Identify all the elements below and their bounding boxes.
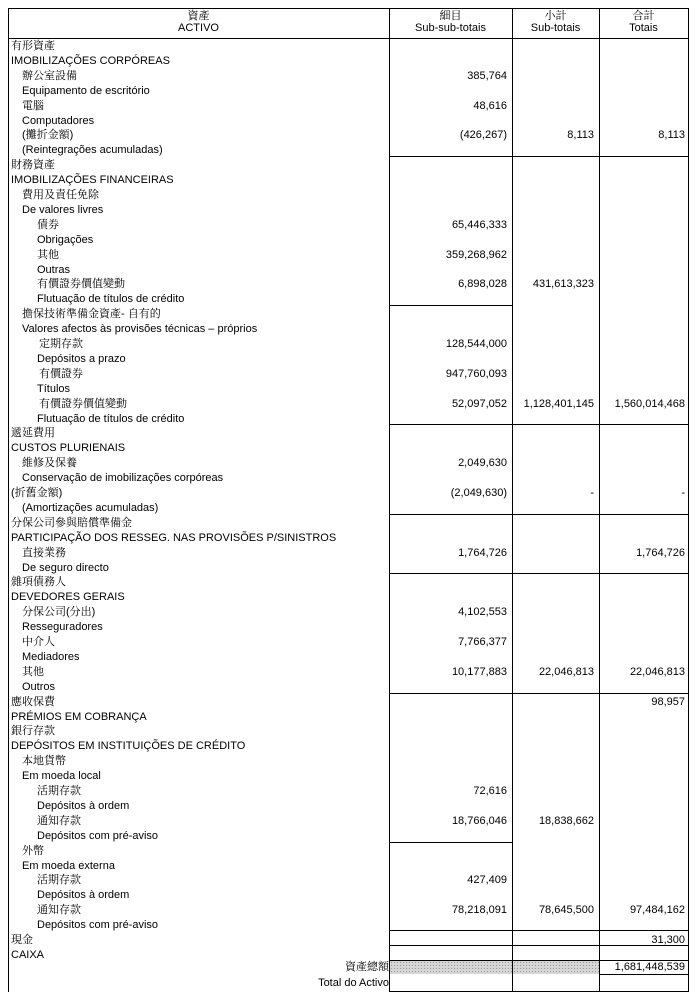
table-row [8, 173, 689, 188]
row-label: CUSTOS PLURIENAIS [11, 442, 126, 455]
row-label: 電腦 [22, 99, 44, 112]
header-subsub-zh: 細目 [439, 10, 462, 22]
row-label: Obrigações [37, 233, 94, 246]
row-label: PRÉMIOS EM COBRANÇA [11, 710, 147, 723]
table-row [8, 352, 689, 367]
subsub-value: 52,097,052 [451, 397, 507, 410]
header-total-pt: Totais [629, 22, 658, 34]
subsub-value: 6,898,028 [458, 278, 507, 291]
table-row [8, 590, 689, 605]
row-label: 活期存款 [37, 874, 81, 887]
row-label: 辦公室設備 [22, 69, 77, 82]
row-label: Depósitos com pré-aviso [37, 919, 159, 932]
table-row [8, 84, 689, 99]
row-label: 有價證券價值變動 [37, 278, 125, 291]
table-row [8, 665, 689, 680]
header-subsub-pt: Sub-sub-totais [415, 22, 486, 34]
header-sub-pt: Sub-totais [530, 22, 581, 34]
row-label: 銀行存款 [11, 725, 55, 738]
table-row [8, 39, 689, 54]
row-label: 分保公司參與賠償準備金 [11, 516, 132, 529]
total-row [8, 960, 689, 975]
subsub-value: 947,760,093 [445, 367, 507, 380]
table-row [8, 799, 689, 814]
subsub-value: (2,049,630) [450, 487, 507, 499]
table-row [8, 575, 689, 590]
table-row [8, 69, 689, 84]
table-row [8, 724, 689, 739]
row-label: 其他 [37, 248, 59, 261]
table-row [8, 844, 689, 859]
total-value: 8,113 [658, 129, 685, 142]
row-label: 雜項債務人 [11, 576, 66, 589]
table-row [8, 814, 689, 829]
row-label: 通知存款 [37, 814, 81, 827]
subsub-value: 128,544,000 [445, 338, 507, 350]
row-label: Depósitos à ordem [37, 799, 130, 812]
table-row [8, 605, 689, 620]
table-row [8, 456, 689, 471]
table-row [8, 561, 689, 576]
subtotal-value: 1,128,401,145 [523, 397, 594, 410]
table-row [8, 367, 689, 382]
total-value: 97,484,162 [629, 904, 685, 917]
row-label: Mediadores [22, 650, 80, 663]
row-label: Equipamento de escritório [22, 84, 150, 97]
row-label: IMOBILIZAÇÕES FINANCEIRAS [11, 174, 174, 187]
table-row [8, 739, 689, 754]
table-row [8, 933, 689, 948]
header-subsub [389, 10, 512, 34]
row-label: 有形資產 [11, 40, 55, 52]
row-label: Títulos [37, 382, 71, 395]
table-row [8, 635, 689, 650]
table-row [8, 680, 689, 695]
balance-sheet-table [8, 8, 689, 992]
subtotal-value: - [590, 487, 594, 499]
row-label: 活期存款 [37, 785, 81, 797]
row-label: Outros [22, 680, 56, 693]
subsub-value: 48,616 [473, 99, 507, 112]
subsub-value: 1,764,726 [458, 546, 507, 559]
subsub-value: 78,218,091 [451, 904, 507, 917]
row-label: 費用及責任免除 [22, 189, 99, 201]
row-label: 外幣 [22, 844, 44, 857]
subsub-value: 18,766,046 [451, 814, 507, 827]
row-label: (Reintegrações acumuladas) [22, 144, 163, 157]
table-row [8, 114, 689, 129]
header-total [599, 10, 688, 34]
table-row [8, 99, 689, 114]
table-row [8, 620, 689, 635]
total-value: 1,764,726 [636, 546, 685, 559]
row-label: Computadores [22, 114, 95, 127]
row-label: Conservação de imobilizações corpóreas [22, 472, 224, 485]
row-label: CAIXA [11, 948, 45, 961]
row-label: Em moeda local [22, 770, 101, 783]
row-label: 應收保費 [11, 695, 55, 708]
table-row [8, 128, 689, 143]
row-label: Depósitos com pré-aviso [37, 829, 159, 842]
table-row [8, 382, 689, 397]
table-row [8, 322, 689, 337]
table-row [8, 769, 689, 784]
row-label: 分保公司(分出) [22, 606, 96, 619]
total-value: 1,560,014,468 [614, 397, 685, 410]
subsub-value: (426,267) [459, 129, 507, 142]
row-label: Valores afectos às provisões técnicas – próprios [22, 323, 258, 336]
table-row [8, 546, 689, 561]
subtotal-value: 22,046,813 [538, 665, 594, 678]
row-label: Flutuação de títulos de crédito [37, 293, 185, 306]
table-row [8, 426, 689, 441]
table-row [8, 143, 689, 158]
row-label: De seguro directo [22, 561, 109, 574]
subsub-value: 385,764 [467, 69, 507, 82]
row-label: (折舊金額) [11, 487, 63, 499]
table-row [8, 441, 689, 456]
header-sub-zh: 小計 [544, 10, 567, 22]
row-label: (攤折金額) [22, 129, 74, 142]
total-value: - [681, 487, 685, 499]
subsub-value: 65,446,333 [451, 218, 507, 231]
header-total-zh: 合計 [632, 10, 655, 22]
total-value: 22,046,813 [629, 665, 685, 678]
subtotal-value: 431,613,323 [532, 278, 594, 291]
table-row [8, 218, 689, 233]
table-row [8, 888, 689, 903]
table-row [8, 710, 689, 725]
table-row [8, 859, 689, 874]
header-sub [512, 10, 599, 34]
table-row [8, 829, 689, 844]
row-label: 其他 [22, 665, 44, 678]
table-row [8, 903, 689, 918]
table-row [8, 501, 689, 516]
table-row [8, 233, 689, 248]
total-value: 31,300 [651, 934, 685, 946]
row-label: 維修及保養 [22, 457, 77, 470]
row-label: Depósitos a prazo [37, 352, 126, 365]
total-label-pt: Total do Activo [318, 977, 389, 989]
table-row [8, 158, 689, 173]
row-label: 現金 [11, 934, 33, 946]
table-row [8, 307, 689, 322]
table-row [8, 292, 689, 307]
row-label: Em moeda externa [22, 859, 115, 872]
table-row [8, 531, 689, 546]
row-label: 財務資產 [11, 159, 55, 172]
row-label: Depósitos à ordem [37, 889, 130, 902]
table-row [8, 918, 689, 933]
table-row [8, 54, 689, 69]
table-row [8, 650, 689, 665]
subsub-value: 2,049,630 [458, 457, 507, 470]
table-row [8, 784, 689, 799]
table-row [8, 397, 689, 412]
row-label: Outras [37, 263, 71, 276]
subsub-value: 427,409 [467, 874, 507, 887]
row-label: IMOBILIZAÇÕES CORPÓREAS [11, 54, 170, 67]
row-label: DEVEDORES GERAIS [11, 591, 125, 604]
total-value: 98,957 [651, 695, 685, 708]
row-label: Flutuação de títulos de crédito [37, 412, 185, 425]
table-row [8, 486, 689, 501]
table-row [8, 337, 689, 352]
row-label: (Amortizações acumuladas) [22, 501, 159, 514]
header-activo [8, 10, 389, 34]
header-activo-zh: 資產 [187, 10, 210, 22]
table-row [8, 188, 689, 203]
subsub-value: 4,102,553 [458, 606, 507, 619]
subsub-value: 72,616 [473, 785, 507, 797]
table-row [8, 248, 689, 263]
row-label: 有價證券 [39, 367, 83, 380]
subtotal-value: 78,645,500 [538, 904, 594, 917]
table-top-border [8, 8, 689, 9]
row-label: De valores livres [22, 203, 104, 216]
subtotal-value: 18,838,662 [538, 814, 594, 827]
row-label: 直接業務 [22, 546, 66, 559]
table-row [8, 471, 689, 486]
row-label: 定期存款 [39, 338, 83, 350]
subsub-value: 10,177,883 [451, 665, 507, 678]
subsub-value: 359,268,962 [445, 248, 507, 261]
row-label: 擔保技術準備金資產- 自有的 [22, 308, 161, 321]
row-label: 有價證券價值變動 [39, 397, 127, 410]
table-row [8, 263, 689, 278]
row-label: 中介人 [22, 636, 55, 648]
row-label: Resseguradores [22, 621, 103, 634]
subsub-value: 7,766,377 [458, 636, 507, 648]
subtotal-value: 8,113 [567, 129, 594, 142]
row-label: 本地貨幣 [22, 755, 66, 768]
total-label-zh: 資產總額 [345, 961, 389, 973]
table-row [8, 203, 689, 218]
row-label: 遞延費用 [11, 427, 55, 440]
table-row [8, 516, 689, 531]
header-activo-pt: ACTIVO [178, 22, 219, 34]
row-label: DEPÓSITOS EM INSTITUIÇÕES DE CRÉDITO [11, 740, 246, 753]
table-row [8, 412, 689, 427]
row-label: 通知存款 [37, 904, 81, 917]
table-bottom-border [389, 991, 689, 992]
row-label: 債券 [37, 218, 59, 231]
row-label: PARTICIPAÇÃO DOS RESSEG. NAS PROVISÕES P/SINISTROS [11, 531, 337, 544]
table-row [8, 754, 689, 769]
table-row [8, 695, 689, 710]
grand-total-value: 1,681,448,539 [614, 961, 685, 973]
table-row [8, 873, 689, 888]
table-row [8, 277, 689, 292]
